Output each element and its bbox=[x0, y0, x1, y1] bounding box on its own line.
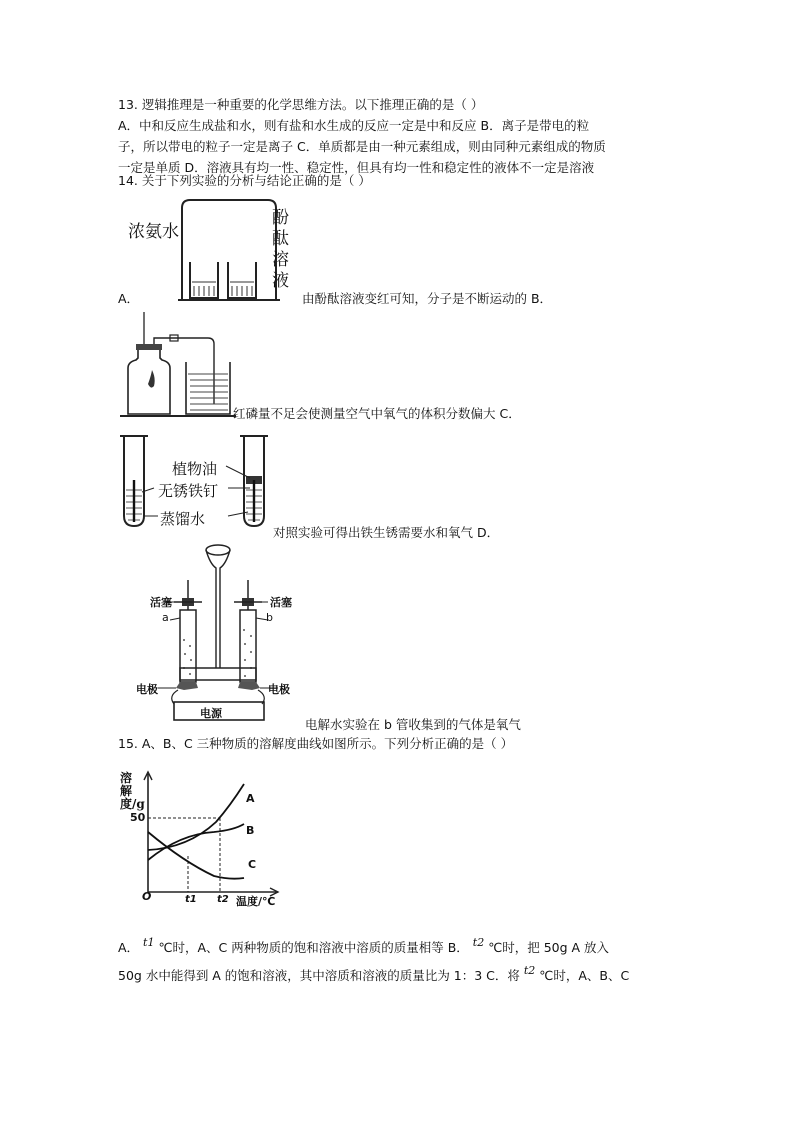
q15-ansA-text: ℃时，A、C 两种物质的饱和溶液中溶质的质量相等 B． bbox=[158, 940, 469, 955]
q14-optA-text: 由酚酞溶液变红可知，分子是不断运动的 B． bbox=[302, 291, 553, 306]
curve-A bbox=[148, 784, 244, 850]
t2-symbol: t2 bbox=[472, 936, 485, 949]
chart-series-A: A bbox=[246, 792, 255, 805]
label-electrode-right: 电极 bbox=[268, 683, 290, 696]
label-stopcock-right: 活塞 bbox=[270, 596, 292, 609]
q15-line2 bbox=[118, 966, 629, 984]
figure-phosphorus-apparatus bbox=[118, 308, 238, 420]
curve-C bbox=[148, 832, 244, 879]
label-power-supply: 电源 bbox=[200, 707, 222, 720]
q15-stem: 15. A、B、C 三种物质的溶解度曲线如图所示。下列分析正确的是（ ） bbox=[118, 736, 514, 751]
q14-optD-text: 电解水实验在 b 管收集到的气体是氧气 bbox=[305, 717, 521, 732]
q15-last-prefix: 50g 水中能得到 A 的饱和溶液，其中溶质和溶液的质量比为 1：3 C．将 bbox=[118, 968, 520, 983]
chart-xlabel: 温度/℃ bbox=[236, 895, 276, 908]
curve-B bbox=[148, 824, 244, 860]
t2b-symbol: t2 bbox=[523, 964, 536, 977]
label-rustless-nail: 无锈铁钉 bbox=[158, 482, 219, 500]
q15-line1 bbox=[118, 938, 609, 956]
chart-series-C: C bbox=[248, 858, 257, 871]
label-ammonia: 浓氨水 bbox=[128, 222, 179, 242]
label-tube-b: b bbox=[266, 611, 273, 624]
q13-stem: 13. 逻辑推理是一种重要的化学思维方法。以下推理正确的是（ ） bbox=[118, 97, 484, 112]
q14-optA-label: A． bbox=[118, 291, 140, 306]
label-stopcock-left: 活塞 bbox=[150, 596, 172, 609]
chart-xtick-t2: t2 bbox=[217, 894, 229, 905]
chart-ylabel: 溶解度/g bbox=[120, 771, 145, 811]
chart-series-B: B bbox=[246, 824, 255, 837]
chart-ytick-50: 50 bbox=[130, 811, 146, 824]
label-tube-a: a bbox=[162, 611, 169, 624]
label-phenolphthalein: 酚酞溶液 bbox=[272, 208, 289, 291]
label-distilled-water: 蒸馏水 bbox=[160, 510, 206, 528]
q13-line3: 子，所以带电的粒子一定是离子 C．单质都是由一种元素组成，则由同种元素组成的物质 bbox=[118, 139, 606, 154]
solubility-chart bbox=[118, 770, 288, 910]
q14-stem: 14. 关于下列实验的分析与结论正确的是（ ） bbox=[118, 173, 371, 188]
q15-ansB-text: ℃时，把 50g A 放入 bbox=[488, 940, 610, 955]
q14-optC-text: 对照实验可得出铁生锈需要水和氧气 D． bbox=[273, 525, 500, 540]
q13-line4: 一定是单质 D．溶液具有均一性、稳定性，但具有均一性和稳定性的液体不一定是溶液 bbox=[118, 160, 595, 175]
chart-origin: O bbox=[142, 890, 152, 903]
q14-optB-text: 红磷量不足会使测量空气中氧气的体积分数偏大 C． bbox=[233, 406, 521, 421]
q15-last-suffix: ℃时，A、B、C bbox=[539, 968, 630, 983]
label-electrode-left: 电极 bbox=[136, 683, 158, 696]
chart-xtick-t1: t1 bbox=[185, 894, 197, 905]
q13-line2: A．中和反应生成盐和水，则有盐和水生成的反应一定是中和反应 B．离子是带电的粒 bbox=[118, 118, 590, 133]
q15-ansA-prefix: A． bbox=[118, 940, 140, 955]
t1-symbol: t1 bbox=[143, 936, 155, 949]
label-vegetable-oil: 植物油 bbox=[172, 460, 218, 478]
